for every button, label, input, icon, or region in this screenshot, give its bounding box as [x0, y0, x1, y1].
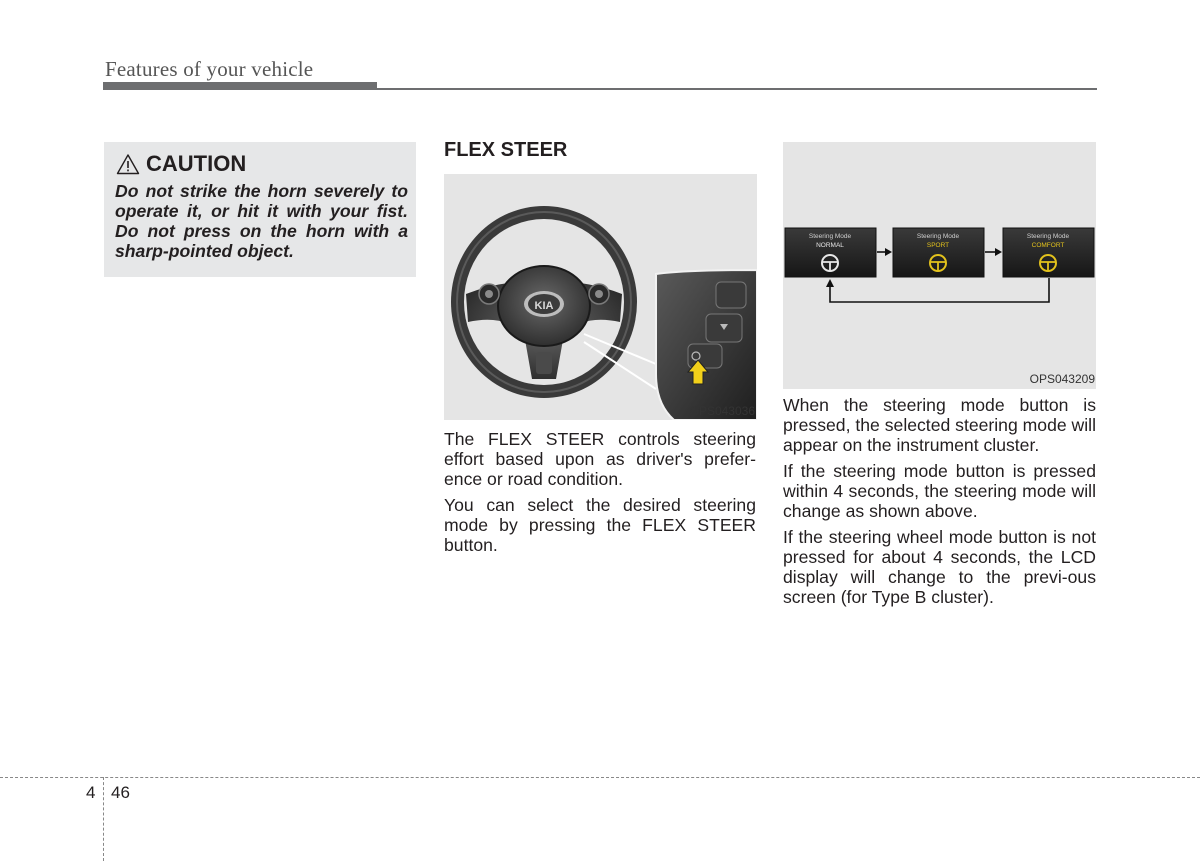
steering-mode-figure [783, 142, 1096, 389]
mode-label-2: Steering Mode [916, 233, 960, 240]
mode-panel-sport [893, 228, 984, 277]
steering-wheel-figure [444, 174, 757, 420]
header-rule-thin [377, 88, 1097, 90]
page-header-title: Features of your vehicle [105, 57, 314, 81]
footer-rule [0, 777, 1200, 778]
steering-wheel-illustration [444, 174, 757, 420]
caution-heading [116, 151, 246, 177]
mode-label-1: Steering Mode [808, 233, 852, 240]
mode-value-1: NORMAL [816, 242, 844, 249]
paragraph: You can select the desired steering mode by pressing the FLEX STEER button. [444, 495, 756, 555]
warning-triangle-icon [116, 153, 140, 175]
mode-panel-comfort [1003, 228, 1094, 277]
section-title: FLEX STEER [444, 139, 568, 161]
paragraph: The FLEX STEER controls steering effort based upon as driver's prefer-ence or road condition. [444, 429, 756, 489]
figure2-caption: OPS043209 [1029, 372, 1095, 386]
figure1-caption: OPS043036 [689, 404, 755, 418]
caution-title: CAUTION [146, 151, 247, 176]
paragraph: If the steering wheel mode button is not pressed for about 4 seconds, the LCD display will change to the previ-ous screen (for Type B cluster). [783, 527, 1096, 607]
mode-label-3: Steering Mode [1026, 233, 1070, 240]
header-rule-thick [103, 82, 377, 90]
kia-logo-text: KIA [534, 300, 554, 312]
page-chapter: 4 [86, 783, 96, 802]
paragraph: When the steering mode button is pressed, the selected steering mode will appear on the instrument cluster. [783, 395, 1096, 455]
mode-panel-normal [785, 228, 876, 277]
page-number: 46 [111, 783, 130, 802]
paragraph: If the steering mode button is pressed within 4 seconds, the steering mode will change as shown above. [783, 461, 1096, 521]
flex-steer-description [444, 429, 756, 561]
mode-value-2: SPORT [926, 242, 950, 249]
footer-vertical-rule [103, 777, 104, 861]
mode-value-3: COMFORT [1031, 242, 1065, 249]
steering-mode-description [783, 395, 1096, 613]
steering-mode-diagram [783, 142, 1096, 389]
caution-text: Do not strike the horn severely to operate it, or hit it with your fist. Do not press on the horn with a sharp-pointed object. [115, 181, 408, 261]
